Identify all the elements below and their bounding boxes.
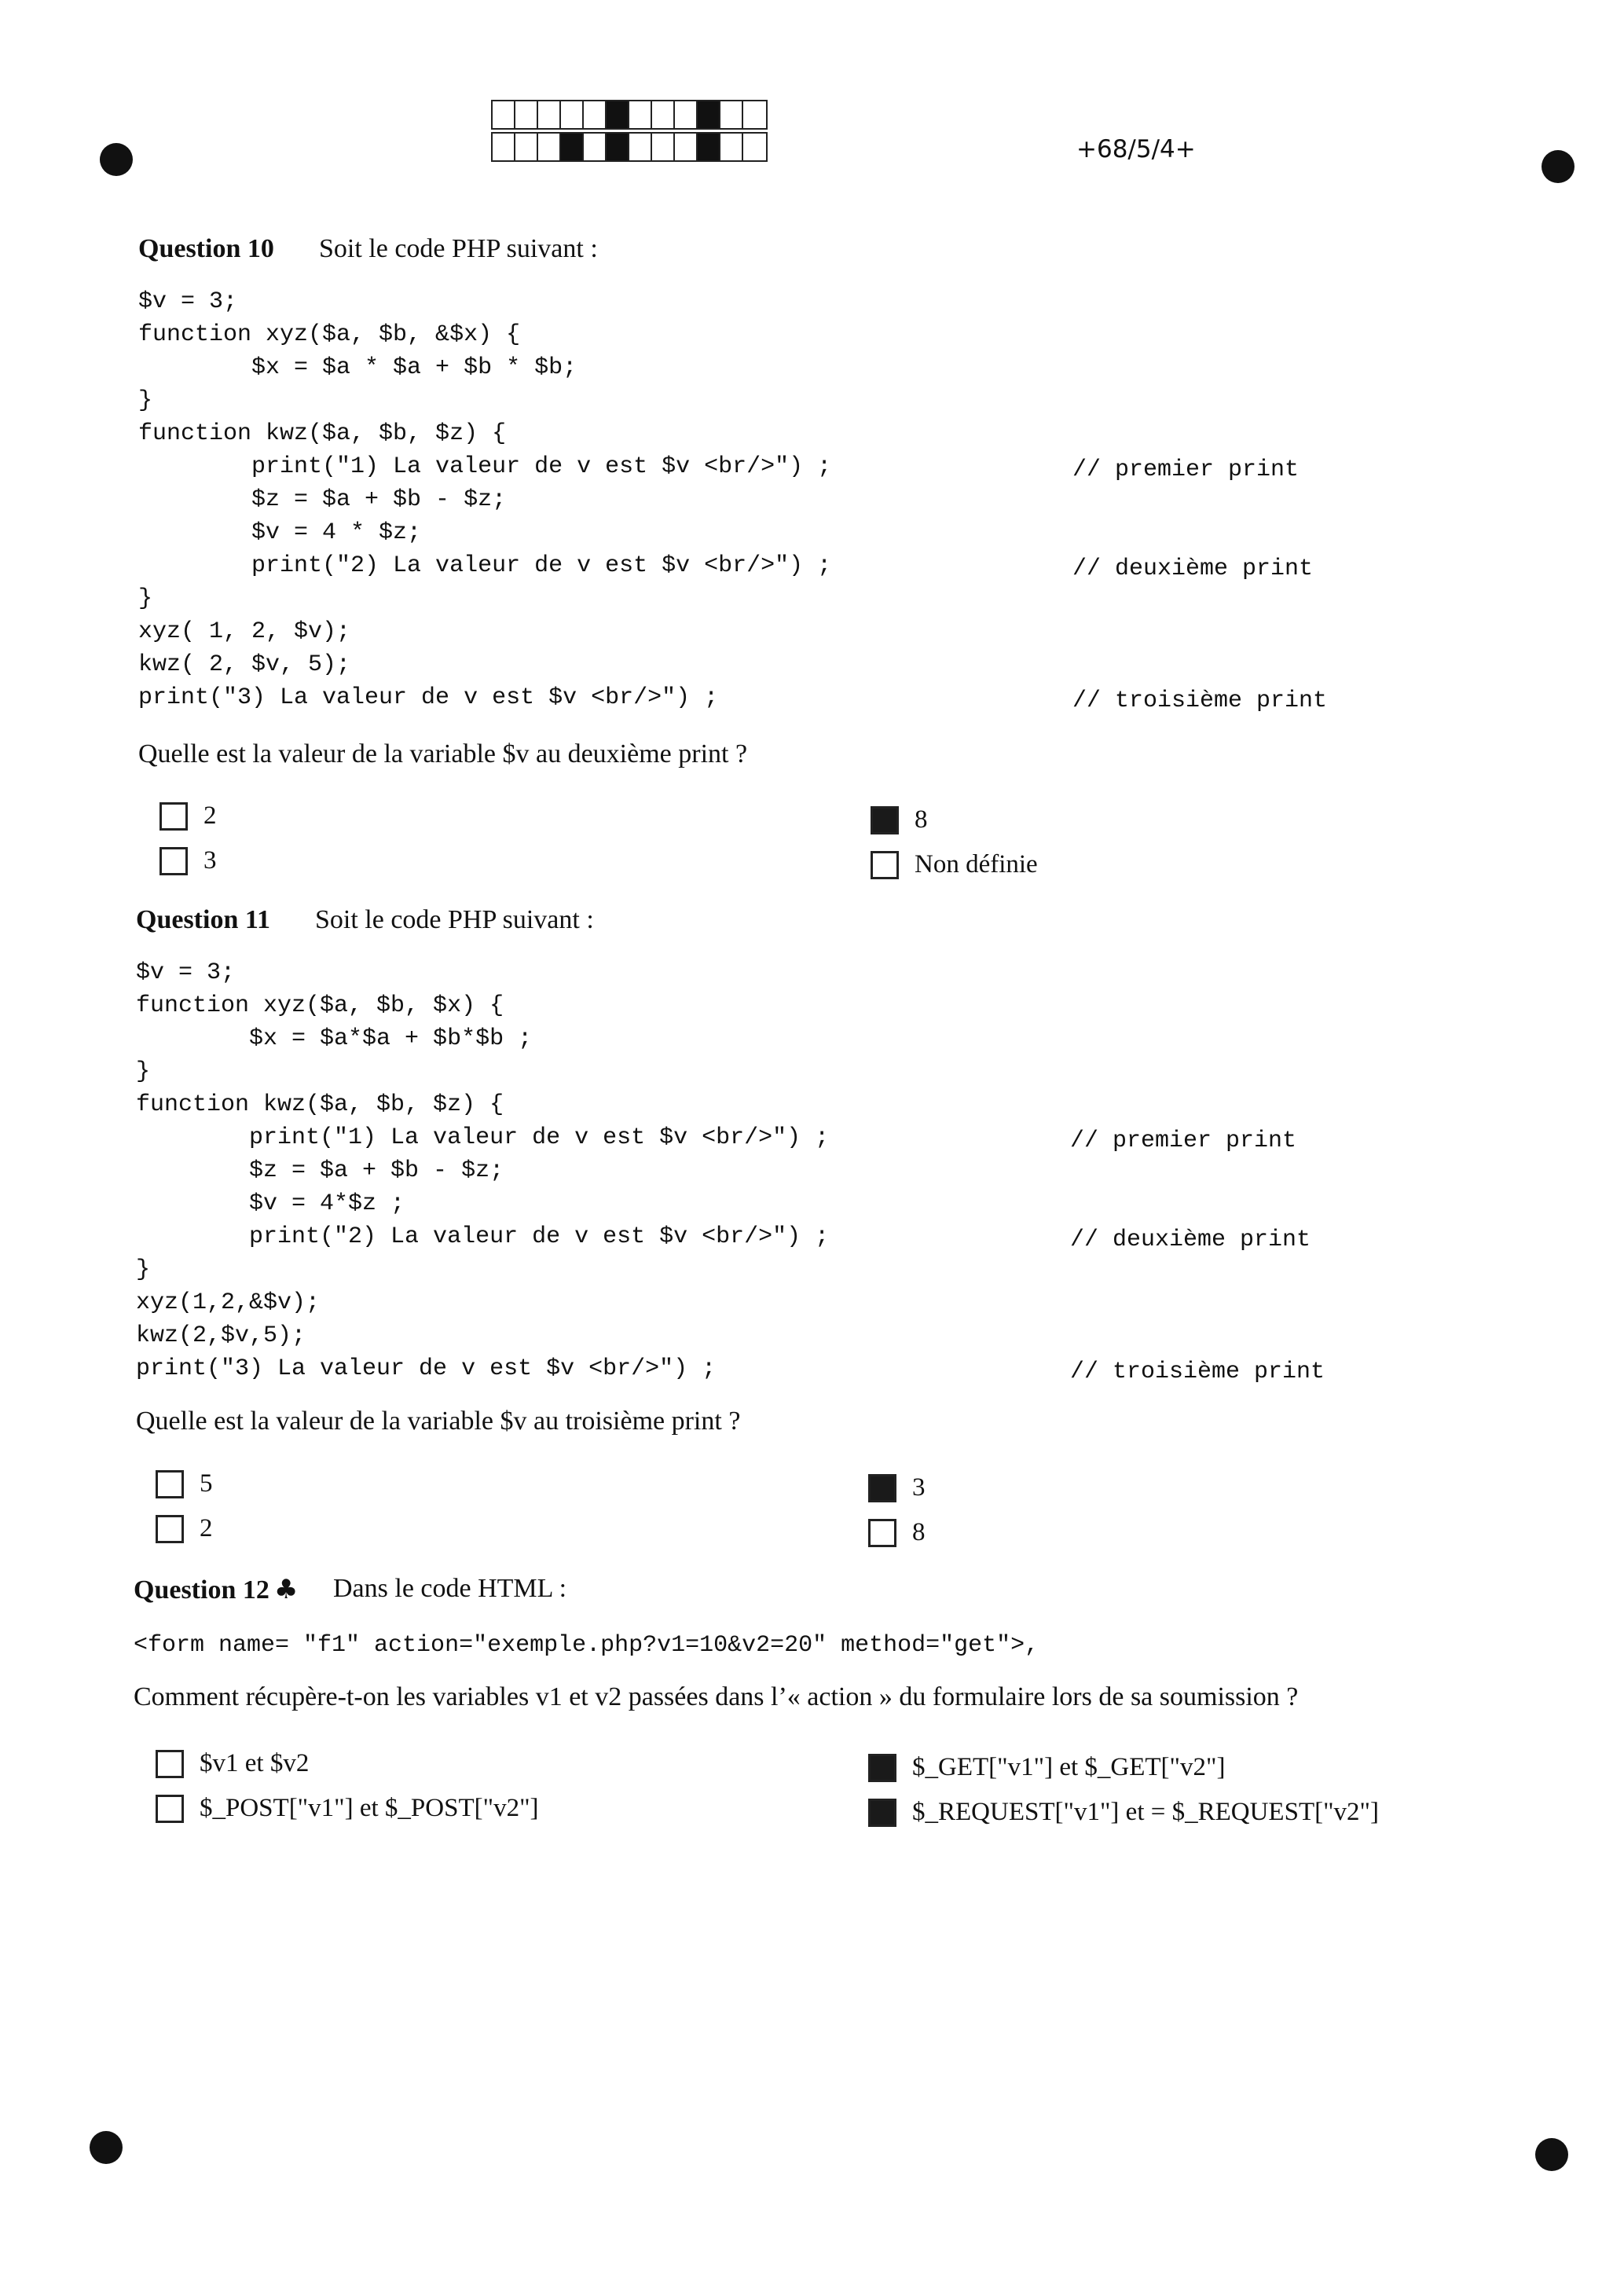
question-header [134, 1574, 567, 1605]
code-comment: // troisième print [1070, 1359, 1325, 1385]
code-line: kwz(2,$v,5); [136, 1322, 306, 1349]
code-line: print("1) La valeur de v est $v <br/>") ; [136, 1124, 830, 1151]
code-line: $v = 4 * $z; [138, 519, 422, 546]
answer-label: $v1 et $v2 [200, 1749, 310, 1777]
answer-option[interactable] [868, 1473, 926, 1502]
barcode-cell [584, 101, 607, 128]
code-line: print("3) La valeur de v est $v <br/>") ; [138, 684, 719, 711]
barcode-cell [652, 134, 675, 160]
barcode-cell [675, 134, 698, 160]
question-title: Question 11 [136, 905, 270, 934]
code-line: $x = $a*$a + $b*$b ; [136, 1025, 533, 1052]
answer-checkbox[interactable] [159, 847, 188, 875]
answer-option[interactable] [871, 850, 1038, 879]
question-header [138, 234, 598, 264]
barcode-cell [607, 101, 629, 128]
question-header [136, 905, 594, 935]
answer-option[interactable] [871, 805, 928, 834]
code-line: xyz( 1, 2, $v); [138, 618, 351, 645]
corner-dot-top-right [1542, 150, 1575, 183]
barcode-cell [561, 134, 584, 160]
code-line: $v = 3; [138, 288, 238, 315]
code-line: print("2) La valeur de v est $v <br/>") ; [136, 1223, 830, 1250]
code-line: xyz(1,2,&$v); [136, 1289, 321, 1316]
answer-label: 2 [200, 1514, 213, 1542]
barcode-cell [675, 101, 698, 128]
answer-checkbox[interactable] [868, 1474, 896, 1502]
barcode-cell [743, 101, 766, 128]
corner-dot-top-left [100, 143, 133, 176]
code-line: } [138, 387, 153, 414]
barcode-cell [629, 101, 652, 128]
code-comment: // deuxième print [1070, 1227, 1311, 1253]
question-intro: Soit le code PHP suivant : [315, 905, 594, 934]
answer-label: Non définie [915, 850, 1038, 878]
answer-checkbox[interactable] [156, 1470, 184, 1498]
question-prompt: Comment récupère-t-on les variables v1 et v2 passées dans l’« action » du formulaire lors de sa soumission ? [134, 1682, 1299, 1711]
code-comment: // premier print [1072, 457, 1300, 483]
question-intro: Soit le code PHP suivant : [319, 234, 598, 263]
barcode-cell [698, 101, 720, 128]
code-line: <form name= "f1" action="exemple.php?v1=10&v2=20" method="get">, [134, 1632, 1039, 1659]
barcode-cell [538, 101, 561, 128]
answer-option[interactable] [868, 1518, 926, 1547]
code-line: $v = 3; [136, 959, 236, 986]
answer-option[interactable] [159, 801, 217, 831]
code-line: function xyz($a, $b, &$x) { [138, 321, 521, 348]
code-line: function kwz($a, $b, $z) { [138, 420, 507, 447]
code-line: function xyz($a, $b, $x) { [136, 992, 504, 1019]
corner-dot-bottom-left [90, 2131, 123, 2164]
answer-checkbox[interactable] [868, 1799, 896, 1827]
corner-dot-bottom-right [1535, 2138, 1568, 2171]
barcode-cell [561, 101, 584, 128]
code-line: $x = $a * $a + $b * $b; [138, 354, 577, 381]
answer-label: 8 [915, 805, 928, 834]
answer-checkbox[interactable] [156, 1515, 184, 1543]
barcode-cell [720, 101, 743, 128]
barcode-cell [720, 134, 743, 160]
code-line: } [136, 1058, 151, 1085]
answer-checkbox[interactable] [159, 802, 188, 831]
barcode-cell [515, 101, 538, 128]
barcode-cell [743, 134, 766, 160]
answer-label: $_REQUEST["v1"] et = $_REQUEST["v2"] [912, 1798, 1380, 1826]
code-line: print("3) La valeur de v est $v <br/>") ; [136, 1355, 717, 1382]
barcode-cell [538, 134, 561, 160]
answer-checkbox[interactable] [868, 1519, 896, 1547]
question-title: Question 12 [134, 1575, 269, 1605]
barcode-cell [493, 101, 515, 128]
answer-checkbox[interactable] [871, 806, 899, 834]
answer-label: 5 [200, 1469, 213, 1498]
answer-checkbox[interactable] [156, 1795, 184, 1823]
answer-option[interactable] [159, 846, 217, 875]
barcode-cell [493, 134, 515, 160]
answer-label: 8 [912, 1518, 926, 1546]
question-prompt: Quelle est la valeur de la variable $v au troisième print ? [136, 1407, 741, 1436]
answer-label: $_GET["v1"] et $_GET["v2"] [912, 1753, 1226, 1781]
answer-label: 3 [203, 846, 217, 875]
answer-option[interactable] [868, 1753, 1225, 1782]
barcode-cell [652, 101, 675, 128]
answer-label: 2 [203, 801, 217, 830]
barcode-cell [584, 134, 607, 160]
barcode-cell [698, 134, 720, 160]
answer-option[interactable] [156, 1469, 213, 1498]
barcode-cell [607, 134, 629, 160]
answer-option[interactable] [156, 1514, 213, 1543]
barcode-cell [515, 134, 538, 160]
answer-option[interactable] [868, 1798, 1379, 1827]
question-intro: Dans le code HTML : [333, 1574, 567, 1603]
club-icon: ♣ [273, 1574, 299, 1605]
barcode-cell [629, 134, 652, 160]
answer-label: $_POST["v1"] et $_POST["v2"] [200, 1794, 539, 1822]
code-comment: // premier print [1070, 1128, 1297, 1154]
answer-checkbox[interactable] [871, 851, 899, 879]
code-line: print("1) La valeur de v est $v <br/>") ; [138, 453, 832, 480]
answer-checkbox[interactable] [868, 1754, 896, 1782]
question-title: Question 10 [138, 234, 274, 263]
code-comment: // deuxième print [1072, 556, 1314, 582]
answer-checkbox[interactable] [156, 1750, 184, 1778]
answer-label: 3 [912, 1473, 926, 1502]
code-line: $z = $a + $b - $z; [138, 486, 507, 513]
code-line: } [136, 1256, 151, 1283]
code-line: } [138, 585, 153, 612]
code-line: print("2) La valeur de v est $v <br/>") ; [138, 552, 832, 579]
code-line: $v = 4*$z ; [136, 1190, 405, 1217]
code-line: function kwz($a, $b, $z) { [136, 1091, 504, 1118]
code-line: kwz( 2, $v, 5); [138, 651, 351, 678]
code-line: $z = $a + $b - $z; [136, 1157, 504, 1184]
barcode-row-1 [491, 100, 768, 130]
exam-code: +68/5/4+ [1076, 135, 1196, 163]
answer-option[interactable] [156, 1749, 309, 1778]
barcode-row-2 [491, 132, 768, 162]
code-comment: // troisième print [1072, 688, 1328, 714]
answer-option[interactable] [156, 1794, 539, 1823]
question-prompt: Quelle est la valeur de la variable $v au deuxième print ? [138, 739, 748, 768]
